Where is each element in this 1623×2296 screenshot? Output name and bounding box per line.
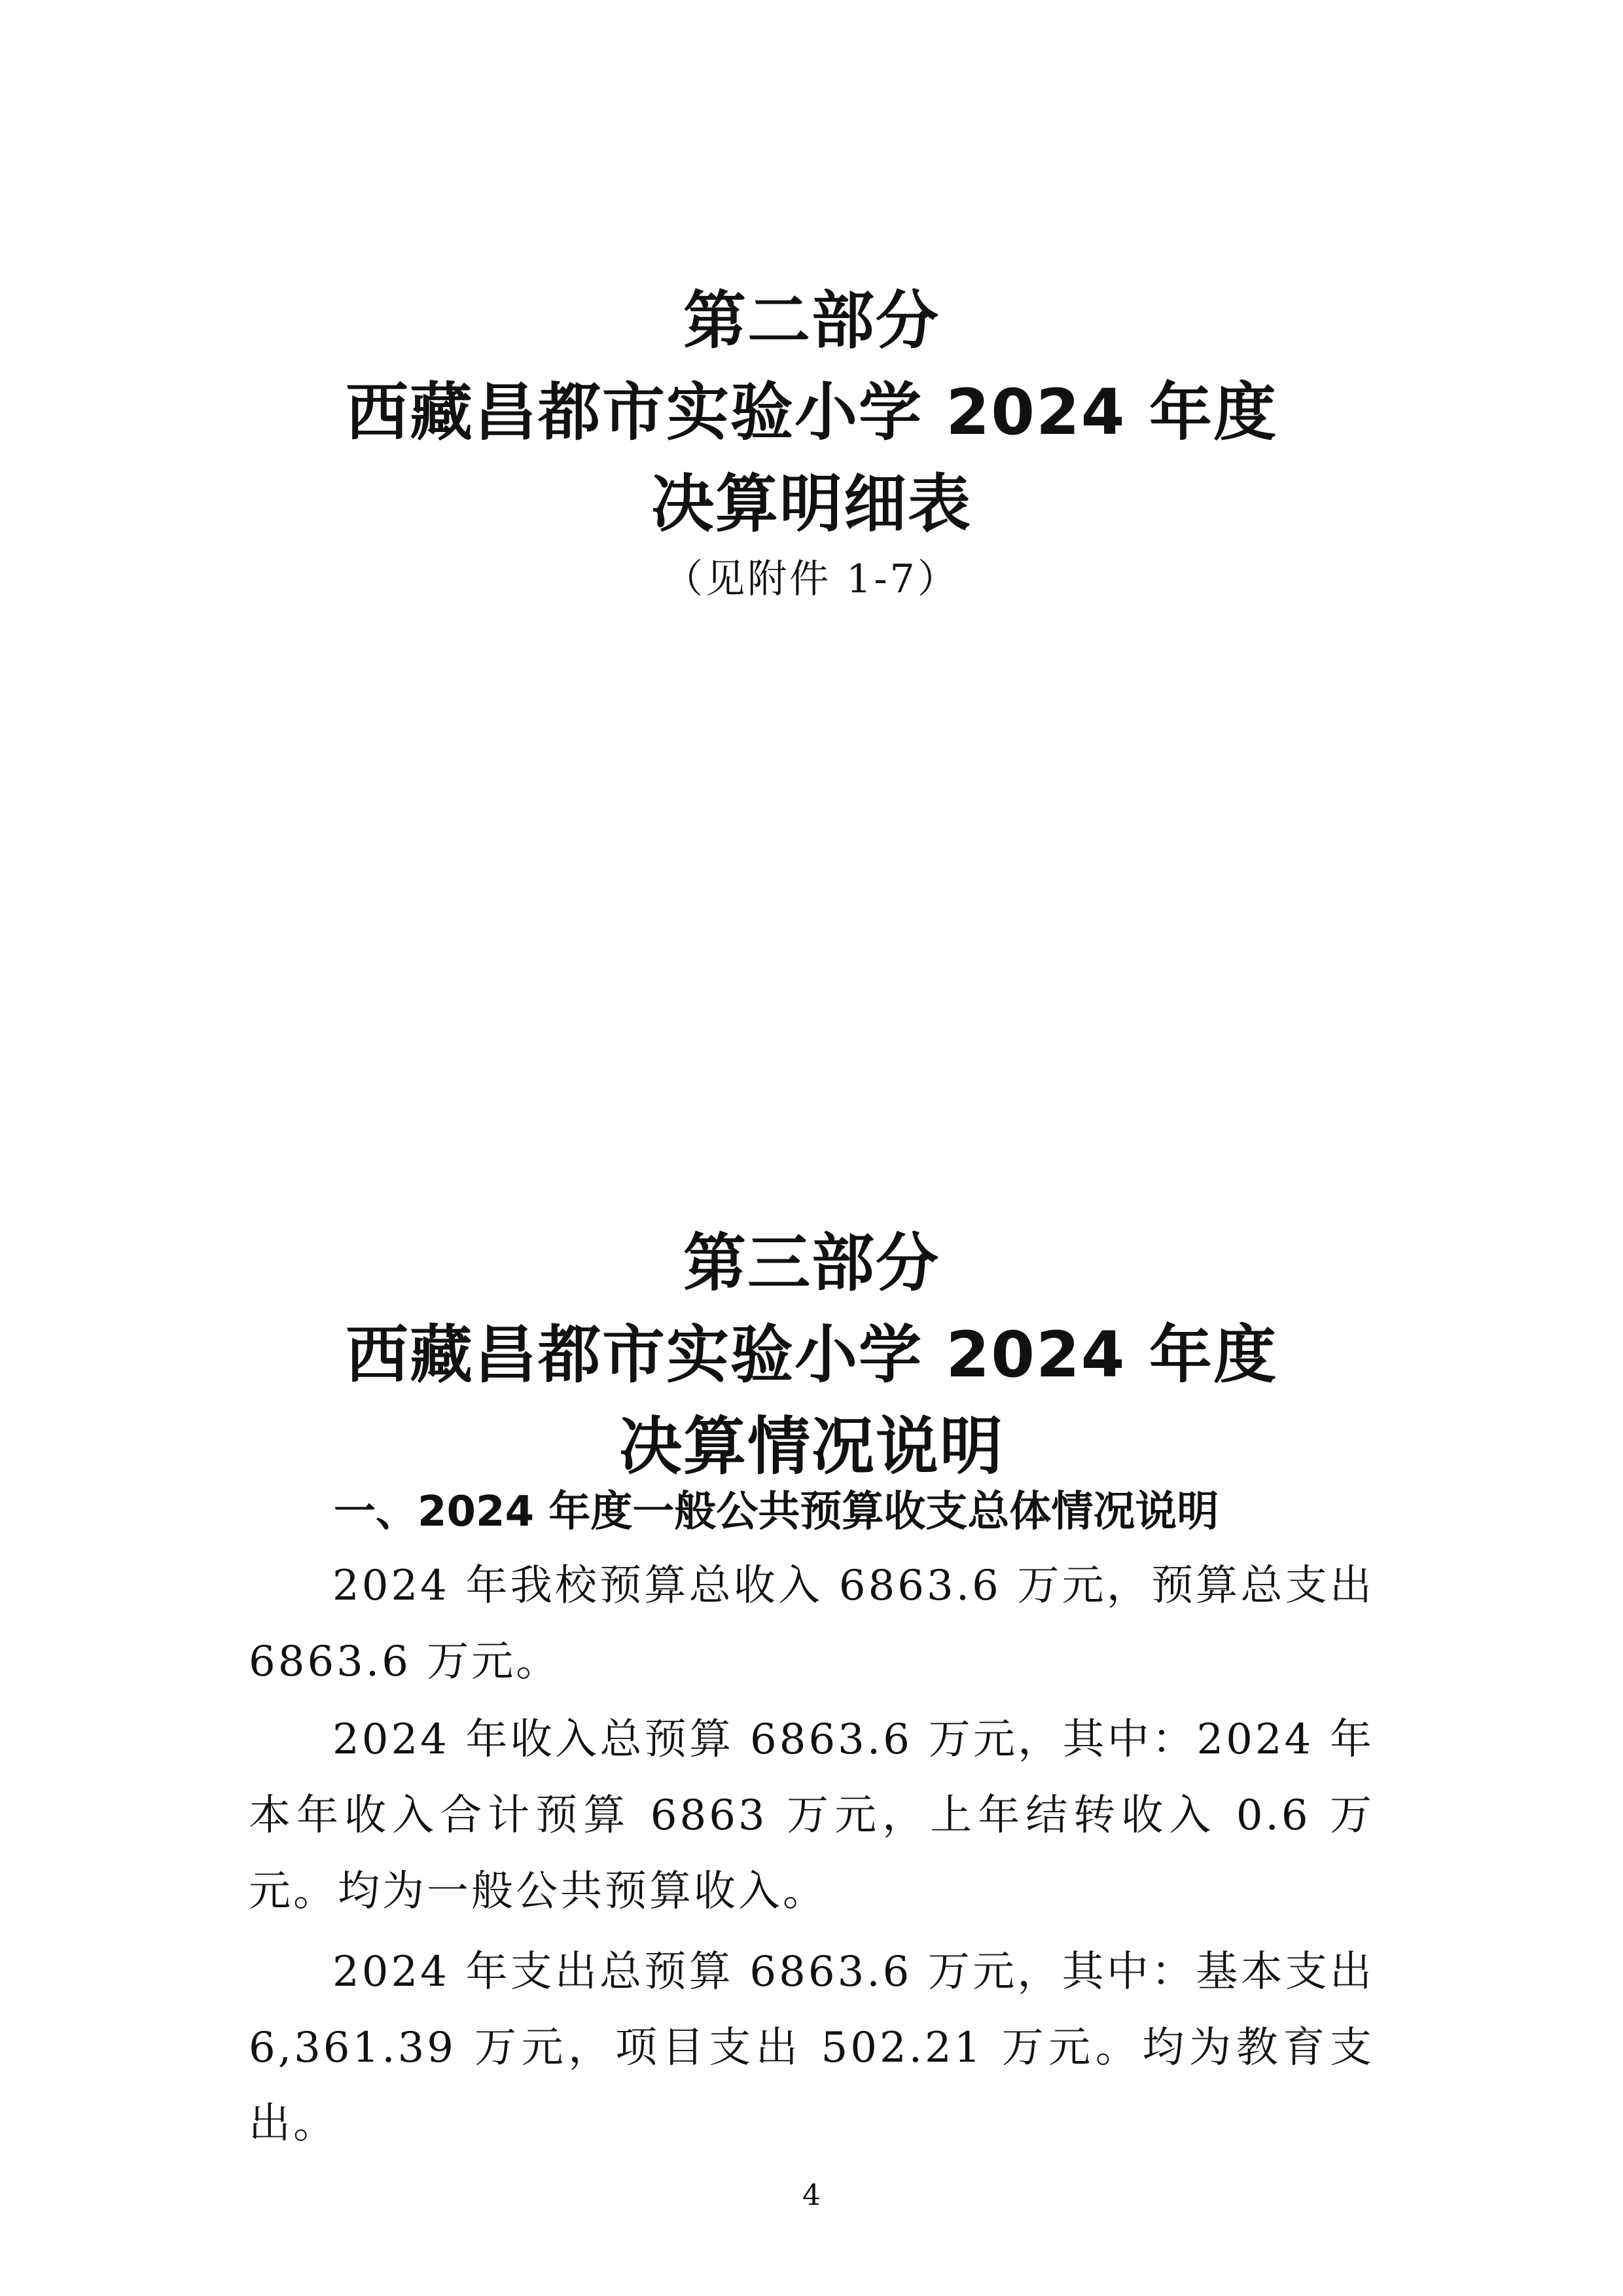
part-two-name: 决算明细表 <box>651 467 972 541</box>
paragraph-expenditure-budget: 2024 年支出总预算 6863.6 万元，其中：基本支出 6,361.39 万元，项目支出 502.21 万元。均为教育支出。 <box>249 1948 1374 2148</box>
part-three-title: 第三部分 <box>683 1227 940 1300</box>
part-three-subtitle: 西藏昌都市实验小学 2024 年度 <box>345 1318 1278 1391</box>
part-two-title: 第二部分 <box>683 284 940 357</box>
paragraph-total-budget: 2024 年我校预算总收入 6863.6 万元，预算总支出 6863.6 万元。 <box>249 1562 1374 1686</box>
page-number: 4 <box>802 2179 821 2212</box>
part-three-name: 决算情况说明 <box>619 1410 1004 1483</box>
part-three-heading <box>0 1217 1623 1492</box>
attachment-note: （见附件 1-7） <box>664 556 959 602</box>
part-two-subtitle: 西藏昌都市实验小学 2024 年度 <box>345 376 1278 449</box>
paragraph-income-budget: 2024 年收入总预算 6863.6 万元，其中：2024 年本年收入合计预算 6863 万元，上年结转收入 0.6 万元。均为一般公共预算收入。 <box>249 1715 1374 1916</box>
part-two-heading <box>0 275 1623 550</box>
section-heading: 一、2024 年度一般公共预算收支总体情况说明 <box>334 1488 1219 1536</box>
